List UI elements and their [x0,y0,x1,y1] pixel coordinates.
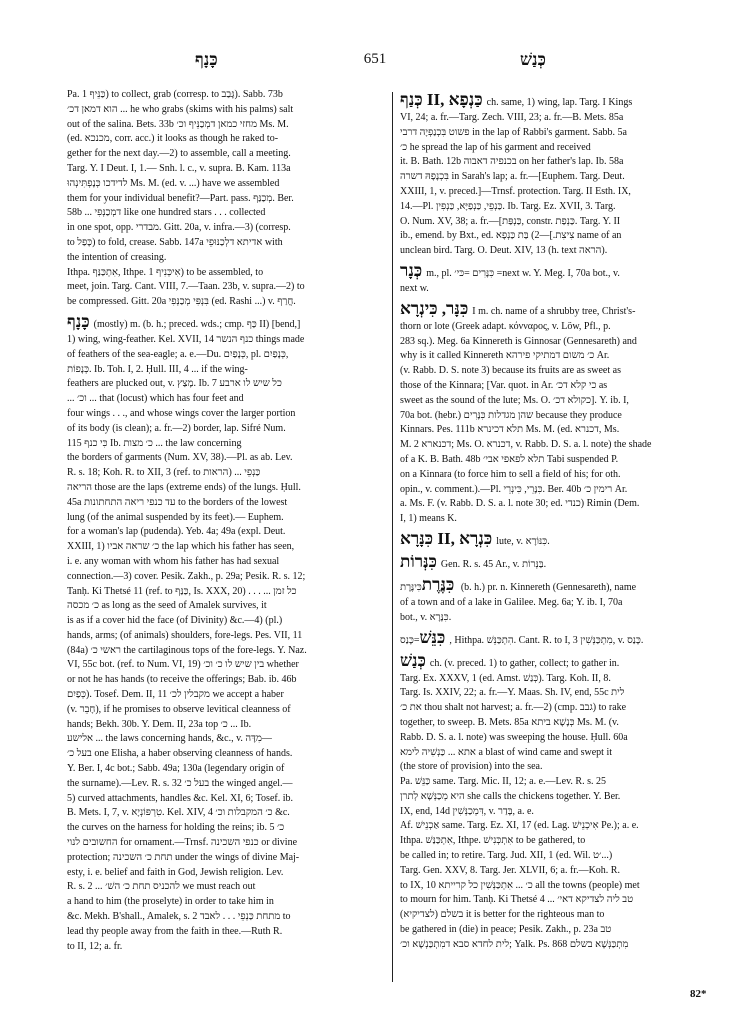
line-text: (v. חָבֵר), if he promises to observe levitical cleanness of [67,703,291,715]
text-line [67,451,389,466]
text-line [67,280,389,295]
text-line [400,409,720,424]
text-line [67,821,389,836]
text-line [400,879,720,894]
text-line [67,511,389,526]
line-text: the borders of garments (Num. XV, 38).—Pl. as ab. Lev. [67,452,293,464]
text-line [400,438,720,453]
entry-headword: כִּנְּרוֹת [400,551,437,571]
line-text: ... וכ׳ ... that (locust) which has four feet and [67,393,244,405]
line-text: be gathered in (die) in peace; Pesik. Zakh., p. 23a טב [400,924,612,936]
line-text: lung (of the animal suspended by its feet).— Euphem. [67,511,284,523]
text-line [67,333,389,348]
line-text: I, 1) means K. [400,513,457,525]
text-line [400,141,720,156]
line-text: בִּכְנָפָהּ דשרה in Sarah's lap; a. fr.—[Euphem. Targ. Deut. [400,171,625,183]
line-text: for a woman's lap (pudenda). Yeb. 4a; 49a (expl. Deut. [67,526,286,538]
text-line [67,792,389,807]
text-line [400,686,720,701]
text-line [67,570,389,585]
line-text: B. Mets. I, 7, v. טִרְפּוֹנְיָא. Kel. XIV, 4 כ׳ המקבלות וכ׳ &c. [67,807,290,819]
line-text: Targ. Ex. XXXV, 1 (ed. Amst. כְּנַשׁ). Targ. Koh. II, 8. [400,672,611,684]
entry-line [400,297,720,320]
line-text: next w. [400,282,429,294]
entry-headword: כִּנָּרָא II, כִּנְרָא [400,528,493,548]
text-line [67,147,389,162]
text-line [67,673,389,688]
line-text: כְּפַיִם). Tosef. Dem. II, 11 מקבלין לכ׳ we accept a haber [67,689,284,701]
line-text: Gen. R. s. 45 Ar., v. בַּנְּרוֹת. [440,558,547,570]
line-text: Y. Ber. I, 4c bot.; Sabb. 49a; 130a (legendary origin of [67,763,285,775]
text-line [67,437,389,452]
line-text: be called in; to retire. Targ. Jud. XII, 1 (ed. Wil. ׳ט...) [400,850,613,862]
line-text: the intention of creasing. [67,251,167,263]
line-text: unclean bird. Targ. O. Deut. XIV, 13 (h. text הראה). [400,245,608,257]
line-text: (ed. מכנכא, corr. acc.) it looks as though he raked to- [67,133,279,145]
text-line [400,864,720,879]
entry-line [400,550,720,573]
line-text: פשוט בִּכְנַפְיָה דרבי in the lap of Rabbi's garment. Sabb. 5a [400,126,627,138]
line-text: be compressed. Gitt. 20a בִּנְפִּי מְכַנְּפִי (ed. Rashi ...) v. חֲרַף. [67,296,296,308]
line-text: protection; תחת כ׳ השכינה under the wings of divine Maj- [67,851,300,863]
line-text: VI, 55c bot. (ref. to Num. VI, 19) בין שיש לו כ׳ וכ׳ whether [67,659,299,671]
text-line [67,192,389,207]
text-line [67,363,389,378]
text-line [400,320,720,335]
entry-line [400,626,720,649]
line-text: 115 כִּי כנף Ib. כ׳ מצות ... the law concerning [67,437,242,449]
text-line [67,866,389,881]
entry-headword: כִּנֵּשׁ [419,627,446,647]
line-text: to II, 12; a. fr. [67,940,123,952]
line-text: Tanḥ. Ki Thetsé 11 (ref. to כַּנַּף, Is. XXX, 20) . . . ... כל זמן [67,585,297,597]
line-text: the curves on the harness for holding the reins; ib. 5 כ׳ [67,822,285,834]
line-text: (the store of provision) into the sea. [400,761,543,773]
left-column [67,88,389,954]
right-column [400,88,720,953]
text-line [67,688,389,703]
text-line [67,466,389,481]
text-line [400,335,720,350]
text-line [400,716,720,731]
text-line [67,88,389,103]
line-text: Targ. Is. XXIV, 22; a. fr.—Y. Maas. Sh. IV, end, 55c לית [400,687,625,699]
text-line [67,836,389,851]
text-line [400,200,720,215]
line-text: feathers are plucked out, v. מָצַץ. Ib. 7 כל שיש לו ארבע [67,378,282,390]
line-text: כ׳ מכסה as long as the seed of Amalek survives, it [67,600,267,612]
text-line [67,481,389,496]
line-text: m., pl. כִּנָּרִים =כּי׳ =next w. Y. Meg. I, 70a bot., v. [426,267,620,279]
text-line [67,206,389,221]
line-text: thorn or lote (Greek adapt. κόνναρος, v. Löw, Pfl., p. [400,320,611,332]
entry-headword: כְּנָר [400,260,423,280]
page-number: 651 [363,51,387,67]
entry-headword: כְּנַשׁ [400,650,426,670]
line-text: of a K. B. Bath. 48b תלא לפאפי אבי׳ Tabi suspended P. [400,453,619,465]
text-line [400,775,720,790]
text-line [400,672,720,687]
line-text: it. B. Bath. 12b בכנפיה דאבוה on her father's lap. Ib. 58a [400,156,624,168]
text-line [67,732,389,747]
line-text: 5) curved attachments, handles &c. Kel. XI, 6; Tosef. ib. [67,792,293,804]
line-text: hands, arms; (of animals) shoulders, fore-legs. Pes. VII, 11 [67,629,303,641]
line-text: a. Ms. F. (v. Rabb. D. S. a. l. note 30; ed. כנדי) Rimin (Dem. [400,498,640,510]
text-line [67,422,389,437]
text-line [400,364,720,379]
entry-headword: כִּנֶּרֶת [421,574,455,594]
line-text: R. s. 18; Koh. R. to XII, 3 (ref. to הראות) ... כַּנְפֵי [67,467,261,479]
line-text: IX, end, 14d דִּמְכַנְּשִׁין, v. בָּדַר, a. e. [400,805,534,817]
line-text: Ithpa. אִתְכַּנַּף, Ithpe. אִיכְּנִיף 1) to be assembled, to [67,266,264,278]
line-text: Pa. כַּנֵּיף 1) to collect, grab (corresp. to גָּבַב). Sabb. 73b [67,89,283,100]
line-text: Pa. כַּנֵּשׁ same. Targ. Mic. II, 12; a. e.—Lev. R. s. 25 [400,776,606,788]
text-line [67,525,389,540]
text-line [67,747,389,762]
text-line [67,348,389,363]
text-line [67,555,389,570]
entry-line [400,527,720,550]
text-line [67,644,389,659]
text-line [400,893,720,908]
line-text: is as if a cover hid the face (of Divinity) &c.—4) (pl.) [67,615,283,627]
line-text: Kinnars. Pes. 111b תלא דכינרא Ms. M. (ed. דכנרא, Ms. [400,424,620,436]
line-text: why is it called Kinnereth כ׳ משום דמתיקי פירהא Ar. [400,350,610,362]
text-line [400,790,720,805]
text-line [67,599,389,614]
line-text: (mostly) m. (b. h.; preced. wds.; cmp. כַּף II) [bend,] [93,318,301,330]
text-line [400,596,720,611]
line-text: to mourn for him. Tanḥ. Ki Thetsé 4 ... טב ליה לצדיקא דאי׳ [400,894,634,906]
text-line [400,379,720,394]
text-line [67,585,389,600]
entry-line [400,259,720,282]
text-line [400,111,720,126]
text-line [67,880,389,895]
line-text: לית לחדא סבא דמִתְכַּנְשָׁא וכ׳; Yalk. Ps. 868 מִתְכַּנְּשָׁא בשלם [400,938,629,950]
text-line [400,244,720,259]
line-text: ch. (v. preced. 1) to gather, collect; to gather in. [429,657,620,669]
line-text: כִּינֶּרֶת (b. h.) pr. n. Kinnereth (Gennesareth), name [400,581,637,593]
text-line [67,132,389,147]
left-running-headword: כָּנָף [195,50,218,69]
line-text: gether for the next day.—2) to assemble, call a meeting. [67,148,291,160]
text-line [400,483,720,498]
line-text: the surname).—Lev. R. s. 32 בעל כ׳ the winged angel.— [67,777,293,789]
text-line [400,512,720,527]
line-text: of its body (is clean); a. fr.—2) border, lap. Sifré Num. [67,422,286,434]
text-line [67,177,389,192]
text-line [400,701,720,716]
text-line [67,629,389,644]
text-line [400,215,720,230]
text-line [400,170,720,185]
text-line [67,118,389,133]
column-divider [392,92,393,982]
text-line [400,497,720,512]
entry-headword: כְּנַף II, כַּנְפָא [400,90,483,109]
right-running-headword: כְּנַשׁ [520,50,546,69]
line-text: M. 2 דכנארא; Ms. O. דכנרא, v. Rabb. D. S. a. l. note) the shade [400,439,652,451]
text-line [67,940,389,955]
text-line [400,731,720,746]
line-text: אלישע ... the laws concerning hands, &c., v. מִדָּה— [67,733,272,745]
text-line [67,925,389,940]
text-line [67,392,389,407]
text-line [67,496,389,511]
line-text: ch. same, 1) wing, lap. Targ. I Kings [486,97,633,108]
text-line [400,805,720,820]
text-line [67,377,389,392]
entry-line [67,310,389,333]
text-line [67,251,389,266]
text-line [400,453,720,468]
line-text: in one spot, opp. מבדרי. Gitt. 20a, v. infra.—3) (corresp. [67,222,291,234]
line-text: כ׳ he spread the lap of his garment and received [400,141,591,153]
text-line [67,910,389,925]
text-line [400,349,720,364]
line-text: four wings . . ., and whose wings cover the larger portion [67,407,296,419]
text-line [67,103,389,118]
text-line [67,236,389,251]
line-text: lead thy people away from the faith in thee.—Ruth R. [67,925,283,937]
text-line [400,923,720,938]
line-text: of a town and of a lake in Galilee. Meg. 6a; Y. ib. I, 70a [400,596,623,608]
line-text: Targ. Y. I Deut. I, 1.— Snh. l. c., v. supra. B. Kam. 113a [67,162,291,174]
line-text: (84a) ראשי כ׳ the cartilaginous tops of the fore-legs. Y. Naz. [67,644,307,656]
text-line [400,834,720,849]
text-line [67,806,389,821]
line-text: &c. Mekh. B'shall., Amalek, s. 2 מתחת כַּנְפֵי . . . לאבד to [67,911,291,923]
line-text: הריאה those are the laps (extreme ends) of the lungs. Ḥull. [67,481,301,493]
text-line [67,718,389,733]
line-text: those of the Kinnara; [Var. quot. in Ar. כי קלא דכ׳ as [400,379,608,391]
line-text: connection.—3) cover. Pesik. Zakh., p. 29a; Pesik. R. s. 12; [67,570,306,582]
line-text: Ithpa. אִתְכַּנַּשׁ, Ithpe. אִתְכְּנִישׁ to be gathered, to [400,835,586,847]
line-text: I m. ch. name of a shrubby tree, Christ's- [472,305,636,317]
text-line [400,126,720,141]
text-line [400,908,720,923]
text-line [400,155,720,170]
line-text: hands; Bekh. 30b. Y. Dem. II, 23a top כ׳ ... Ib. [67,718,252,730]
text-line [67,162,389,177]
line-text: of feathers of the sea-eagle; a. e.—Du. כְּנָפַיִם, pl. כְּנָפַיִם, [67,348,289,360]
line-text: לדידכו כְּנָפְתִּינְהוּ Ms. M. (ed. v. ...) have we assembled [67,177,280,189]
line-text: 45a עד כנפי ריאה התחתונות to the borders of the lowest [67,496,288,508]
text-line [400,282,720,297]
line-text: (v. Rabb. D. S. note 3) because its fruits are as sweet as [400,365,621,377]
line-text: Rabb. D. S. a. l. note) was sweeping the house. Ḥull. 60a [400,731,628,743]
entry-line [400,573,720,596]
text-line [67,614,389,629]
line-text: bot., v. כִּנָּרָא. [400,611,452,623]
entry-headword: כָּנָף [67,311,90,331]
line-text: את כ׳ thou shalt not harvest; a. fr.—2) (cmp. גבב) to rake [400,702,627,714]
line-text: a hand to him (the proselyte) in order to take him in [67,896,274,908]
entry-headword: כִּנָּר, כִּינְרָא [400,298,469,318]
text-line [400,746,720,761]
line-text: היא מְכַנְּשָׁא לְתרן she calls the chickens together. Y. Ber. [400,790,621,802]
text-line [400,849,720,864]
line-text: 14.—Pl. כַּנְפֵי, כַּנְפַיָּא, כַּנְפִין. Ib. Targ. Ez. XVII, 3. Targ. [400,200,616,212]
line-text: בשלם (לצדיקיא) it is better for the righteous man to [400,909,605,921]
text-line [400,819,720,834]
line-text: or not he has hands (to receive the offerings; Bab. ib. 46b [67,674,297,686]
line-text: lute, v. כִּנּוֹרָא. [496,535,550,547]
line-text: 1) wing, wing-feather. Kel. XVII, 14 כנף הנשר things made [67,333,305,345]
text-line [67,658,389,673]
line-text: on a Kinnara (to force him to sell a field of his; for oth. [400,468,621,480]
line-text: 283 sq.). Meg. 6a Kinnereth is Ginnosar (Gennesareth) and [400,335,637,347]
text-line [400,938,720,953]
line-text: ib., emend. by Bxt., ed. צִיצִת.]—2) בַּת כַּנְפָא name of an [400,230,622,242]
line-text: Targ. Gen. XXV, 8. Targ. Jer. XLVII, 6; a. fr.—Koh. R. [400,864,620,876]
entry-line [400,649,720,672]
text-line [400,185,720,200]
line-text: i. e. any woman with whom his father has had sexual [67,555,280,567]
line-text: O. Num. XV, 38; a. fr.—[כַּנְפַּת, constr. כַּנְפַת. Targ. Y. II [400,215,621,227]
line-text: sweet as the sound of the lute; Ms. O. כקולא דכ׳]. Y. ib. I, [400,394,629,406]
line-text: meet, join. Targ. Cant. VIII, 7.—Taan. 23b, v. supra.—2) to [67,281,305,293]
text-line [67,540,389,555]
line-text: החשובים לנוי for ornament.—Trnsf. כנפי השכינה or divine [67,837,298,849]
text-line [67,266,389,281]
line-text: opin., v. comment.).—Pl. כִּנָּרֵי, כִּינְרֵי. Ber. 40b רימין כ׳ Ar. [400,483,628,495]
text-line [67,407,389,422]
line-text: out of the salina. Bets. 33b מחזי כמאן דמְכַנֵּיף וכ׳ Ms. M. [67,118,289,130]
line-text: אתא ... כַּנְשִׁיה לימא a blast of wind came and swept it [400,746,613,758]
line-text: R. s. 2 ... להכניס תחת כ׳ השׁ׳ we must reach out [67,881,256,893]
text-line [400,423,720,438]
line-text: הוא דמאן דכ׳ ... he who grabs (skims with his palms) salt [67,103,294,115]
entry-line [400,88,720,111]
line-text: to כָּפַל) to fold, crease. Sabb. 147a אדיתא דלְכַנּוּפֵי with [67,236,283,248]
line-text: XXIII, 1, v. preced.]—Trnsf. protection. Targ. II Esth. IX, [400,185,631,197]
text-line [67,895,389,910]
text-line [400,468,720,483]
page-header [0,0,750,80]
line-text: them for your individual benefit?—Part. pass. מְכַנַּף. Ber. [67,192,294,204]
line-text: together, to sweep. B. Mets. 85a כְּנָשָׁא ביתא Ms. M. (v. [400,716,619,728]
text-line [400,394,720,409]
text-line [400,760,720,775]
line-text: XXIII, 1) כ׳ שראה אביו the lap which his father has seen, [67,541,295,553]
text-line [400,229,720,244]
text-line [67,295,389,310]
text-line [67,221,389,236]
text-line [67,777,389,792]
line-text: כְּנָפוֹת. Ib. Toh. I, 2. Ḥull. III, 4 ... if the wing- [67,363,248,375]
line-text: 70a bot. (hebr.) שהן מגדלות כִּנָּרִים because they produce [400,409,622,421]
line-text: to IX, 10 כ׳ ... אִתְכַּנְּשִׁין כל קרייתא all the towns (people) met [400,879,640,891]
text-line [67,762,389,777]
text-line [67,851,389,866]
line-text: בעל כ׳ one Elisha, a haber observing cleanness of hands. [67,748,293,760]
line-text: esty, i. e. belief and faith in God, Jewish religion. Lev. [67,866,284,878]
text-line [67,703,389,718]
signature-mark: 82* [690,988,707,1000]
text-line [400,611,720,626]
line-text: Af. אַכְנֵישׁ same. Targ. Ez. XI, 17 (ed. Lag. אִיכְנֵישׁ Pe.); a. e. [400,820,639,832]
line-text: 58b ... דמְכַנְּפִי like one hundred stars . . . collected [67,207,266,219]
line-text: VI, 24; a. fr.—Targ. Zech. VIII, 23; a. fr.—B. Mets. 85a [400,112,624,123]
line-text: =כָּנַס, Hithpa. הִתְכַּנֵּשׁ. Cant. R. to I, 3 מִתְכַּנְּשִׁין, v. כָּנַס. [400,634,644,646]
